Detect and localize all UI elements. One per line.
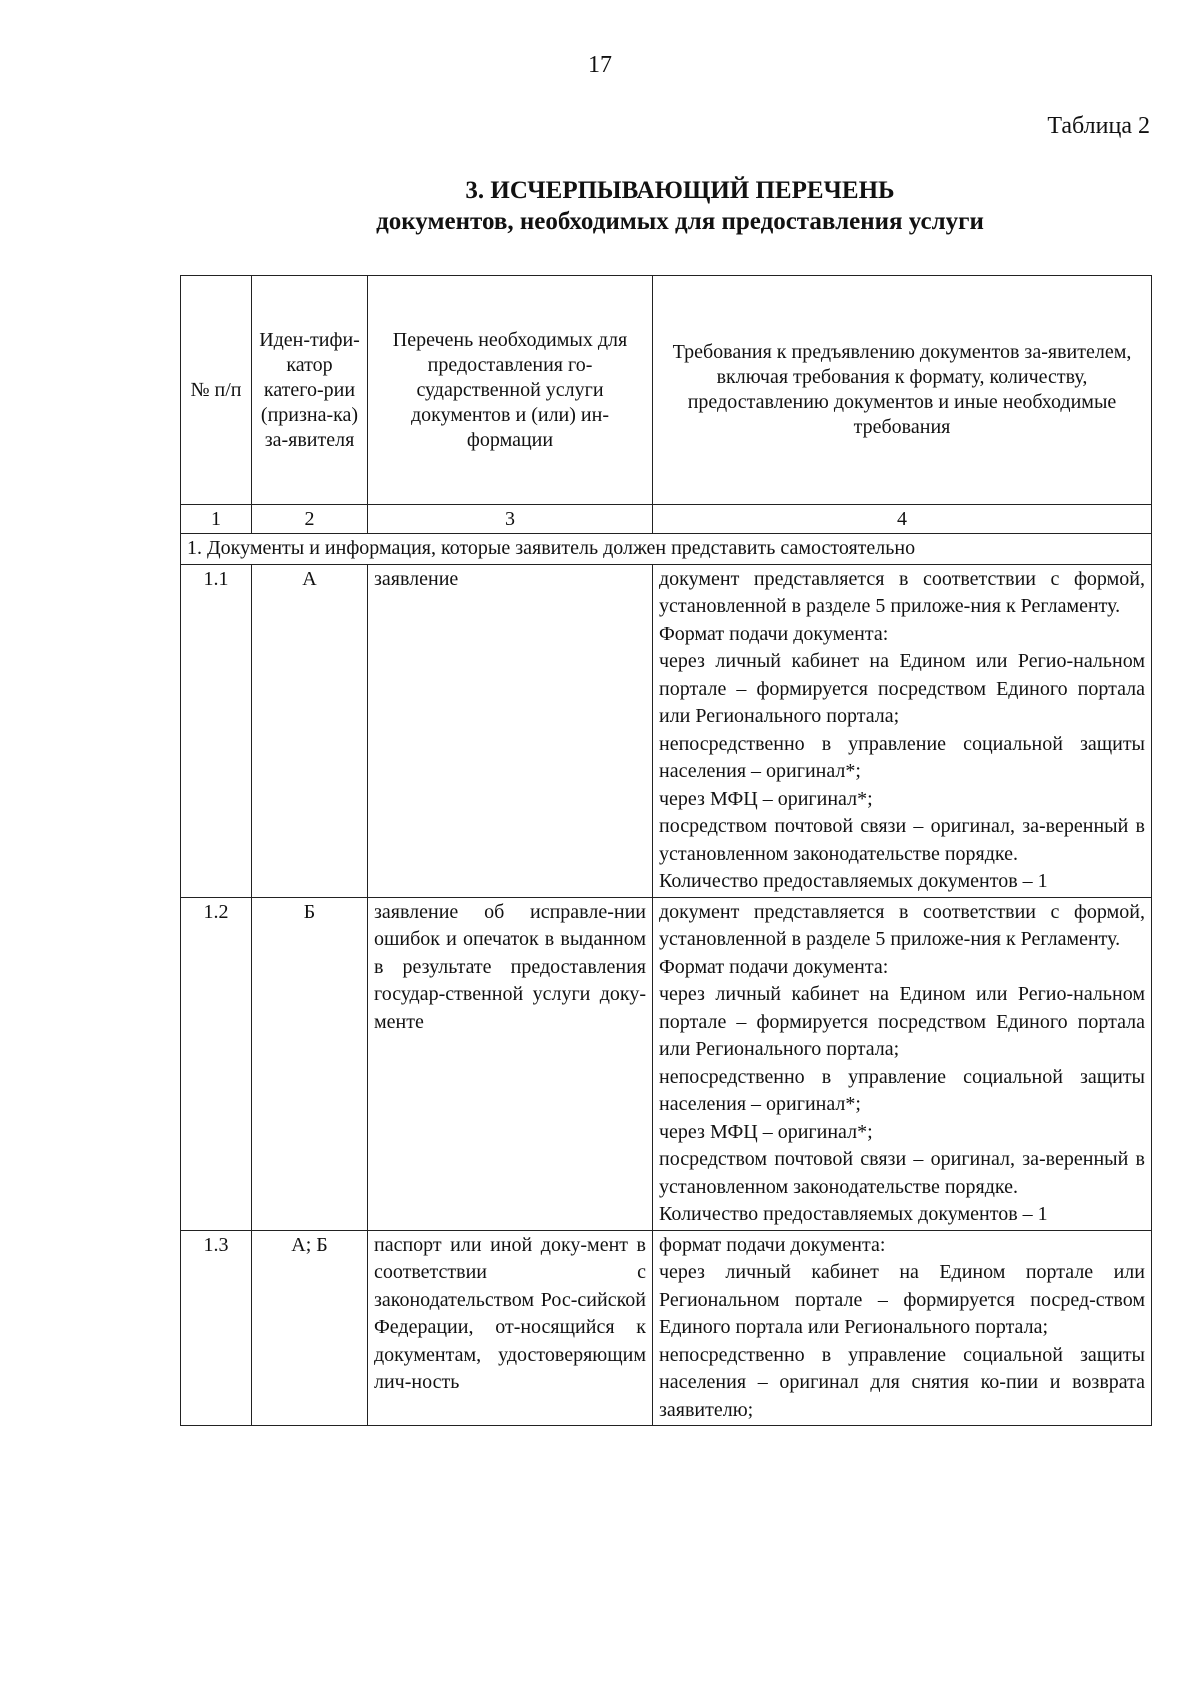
row-category: А; Б	[252, 1230, 368, 1426]
table-caption: Таблица 2	[1047, 113, 1150, 139]
row-document: заявление об исправле-нии ошибок и опечаток в выданном в результате предоставления государ-ственной услуги доку-менте	[368, 897, 653, 1230]
row-category: А	[252, 564, 368, 897]
header-category-id: Иден-тифи-катор катего-рии (призна-ка) за-явителя	[252, 276, 368, 505]
row-number: 1.1	[181, 564, 252, 897]
table-row	[181, 897, 1152, 1230]
requirement-line: через МФЦ – оригинал*;	[659, 1120, 873, 1143]
requirement-line: Формат подачи документа:	[659, 622, 889, 645]
header-row	[181, 276, 1152, 505]
requirement-line: документ представляется в соответствии с формой, установленной в разделе 5 приложе-ния к Регламенту.	[659, 567, 1145, 617]
header-requirements: Требования к предъявлению документов за-явителем, включая требования к формату, количеству, предоставлению документов и иные необходимые требования	[653, 276, 1152, 505]
requirement-line: Количество предоставляемых документов – 1	[659, 870, 1048, 892]
title-line-2: документов, необходимых для предоставления услуги	[376, 208, 984, 235]
header-documents-list: Перечень необходимых для предоставления го-сударственной услуги документов и (или) ин-формации	[368, 276, 653, 505]
page-number: 17	[588, 52, 612, 78]
requirement-line: Количество предоставляемых документов – 1	[659, 1203, 1048, 1225]
requirement-line: непосредственно в управление социальной защиты населения – оригинал*;	[659, 732, 1145, 782]
requirement-line: через МФЦ – оригинал*;	[659, 787, 873, 810]
requirement-line: посредством почтовой связи – оригинал, за-веренный в установленном законодательстве порядке.	[659, 815, 1145, 865]
requirement-line: через личный кабинет на Едином или Регио-нальном портале – формируется посредством Единого портала или Регионального портала;	[659, 650, 1145, 727]
column-number: 4	[653, 505, 1152, 534]
row-number: 1.2	[181, 897, 252, 1230]
documents-table	[180, 275, 1152, 1426]
column-number: 1	[181, 505, 252, 534]
requirement-line: посредством почтовой связи – оригинал, за-веренный в установленном законодательстве порядке.	[659, 1148, 1145, 1198]
requirement-line: непосредственно в управление социальной защиты населения – оригинал для снятия ко-пии и возврата заявителю;	[659, 1343, 1145, 1421]
requirement-line: через личный кабинет на Едином или Регио-нальном портале – формируется посредством Единого портала или Регионального портала;	[659, 983, 1145, 1060]
row-document: паспорт или иной доку-мент в соответствии с законодательством Рос-сийской Федерации, от-носящийся к документам, удостоверяющим лич-ность	[368, 1230, 653, 1426]
requirement-line: формат подачи документа:	[659, 1233, 886, 1256]
section-title: 1. Документы и информация, которые заявитель должен представить самостоятельно	[181, 534, 1152, 565]
column-number: 2	[252, 505, 368, 534]
table-row	[181, 564, 1152, 897]
requirement-line: непосредственно в управление социальной защиты населения – оригинал*;	[659, 1065, 1145, 1115]
header-number: № п/п	[181, 276, 252, 505]
row-requirements	[653, 564, 1152, 897]
column-number: 3	[368, 505, 653, 534]
column-numbers-row	[181, 505, 1152, 534]
requirement-line: документ представляется в соответствии с формой, установленной в разделе 5 приложе-ния к Регламенту.	[659, 900, 1145, 950]
row-requirements	[653, 897, 1152, 1230]
row-document: заявление	[368, 564, 653, 897]
row-requirements	[653, 1230, 1152, 1426]
requirement-line: Формат подачи документа:	[659, 955, 889, 978]
row-number: 1.3	[181, 1230, 252, 1426]
document-title	[180, 175, 1180, 237]
row-category: Б	[252, 897, 368, 1230]
section-row	[181, 534, 1152, 565]
requirement-line: через личный кабинет на Едином портале или Региональном портале – формируется посред-ством Единого портала или Регионального портала;	[659, 1261, 1145, 1338]
table-row	[181, 1230, 1152, 1426]
title-line-1: 3. ИСЧЕРПЫВАЮЩИЙ ПЕРЕЧЕНЬ	[465, 177, 895, 204]
